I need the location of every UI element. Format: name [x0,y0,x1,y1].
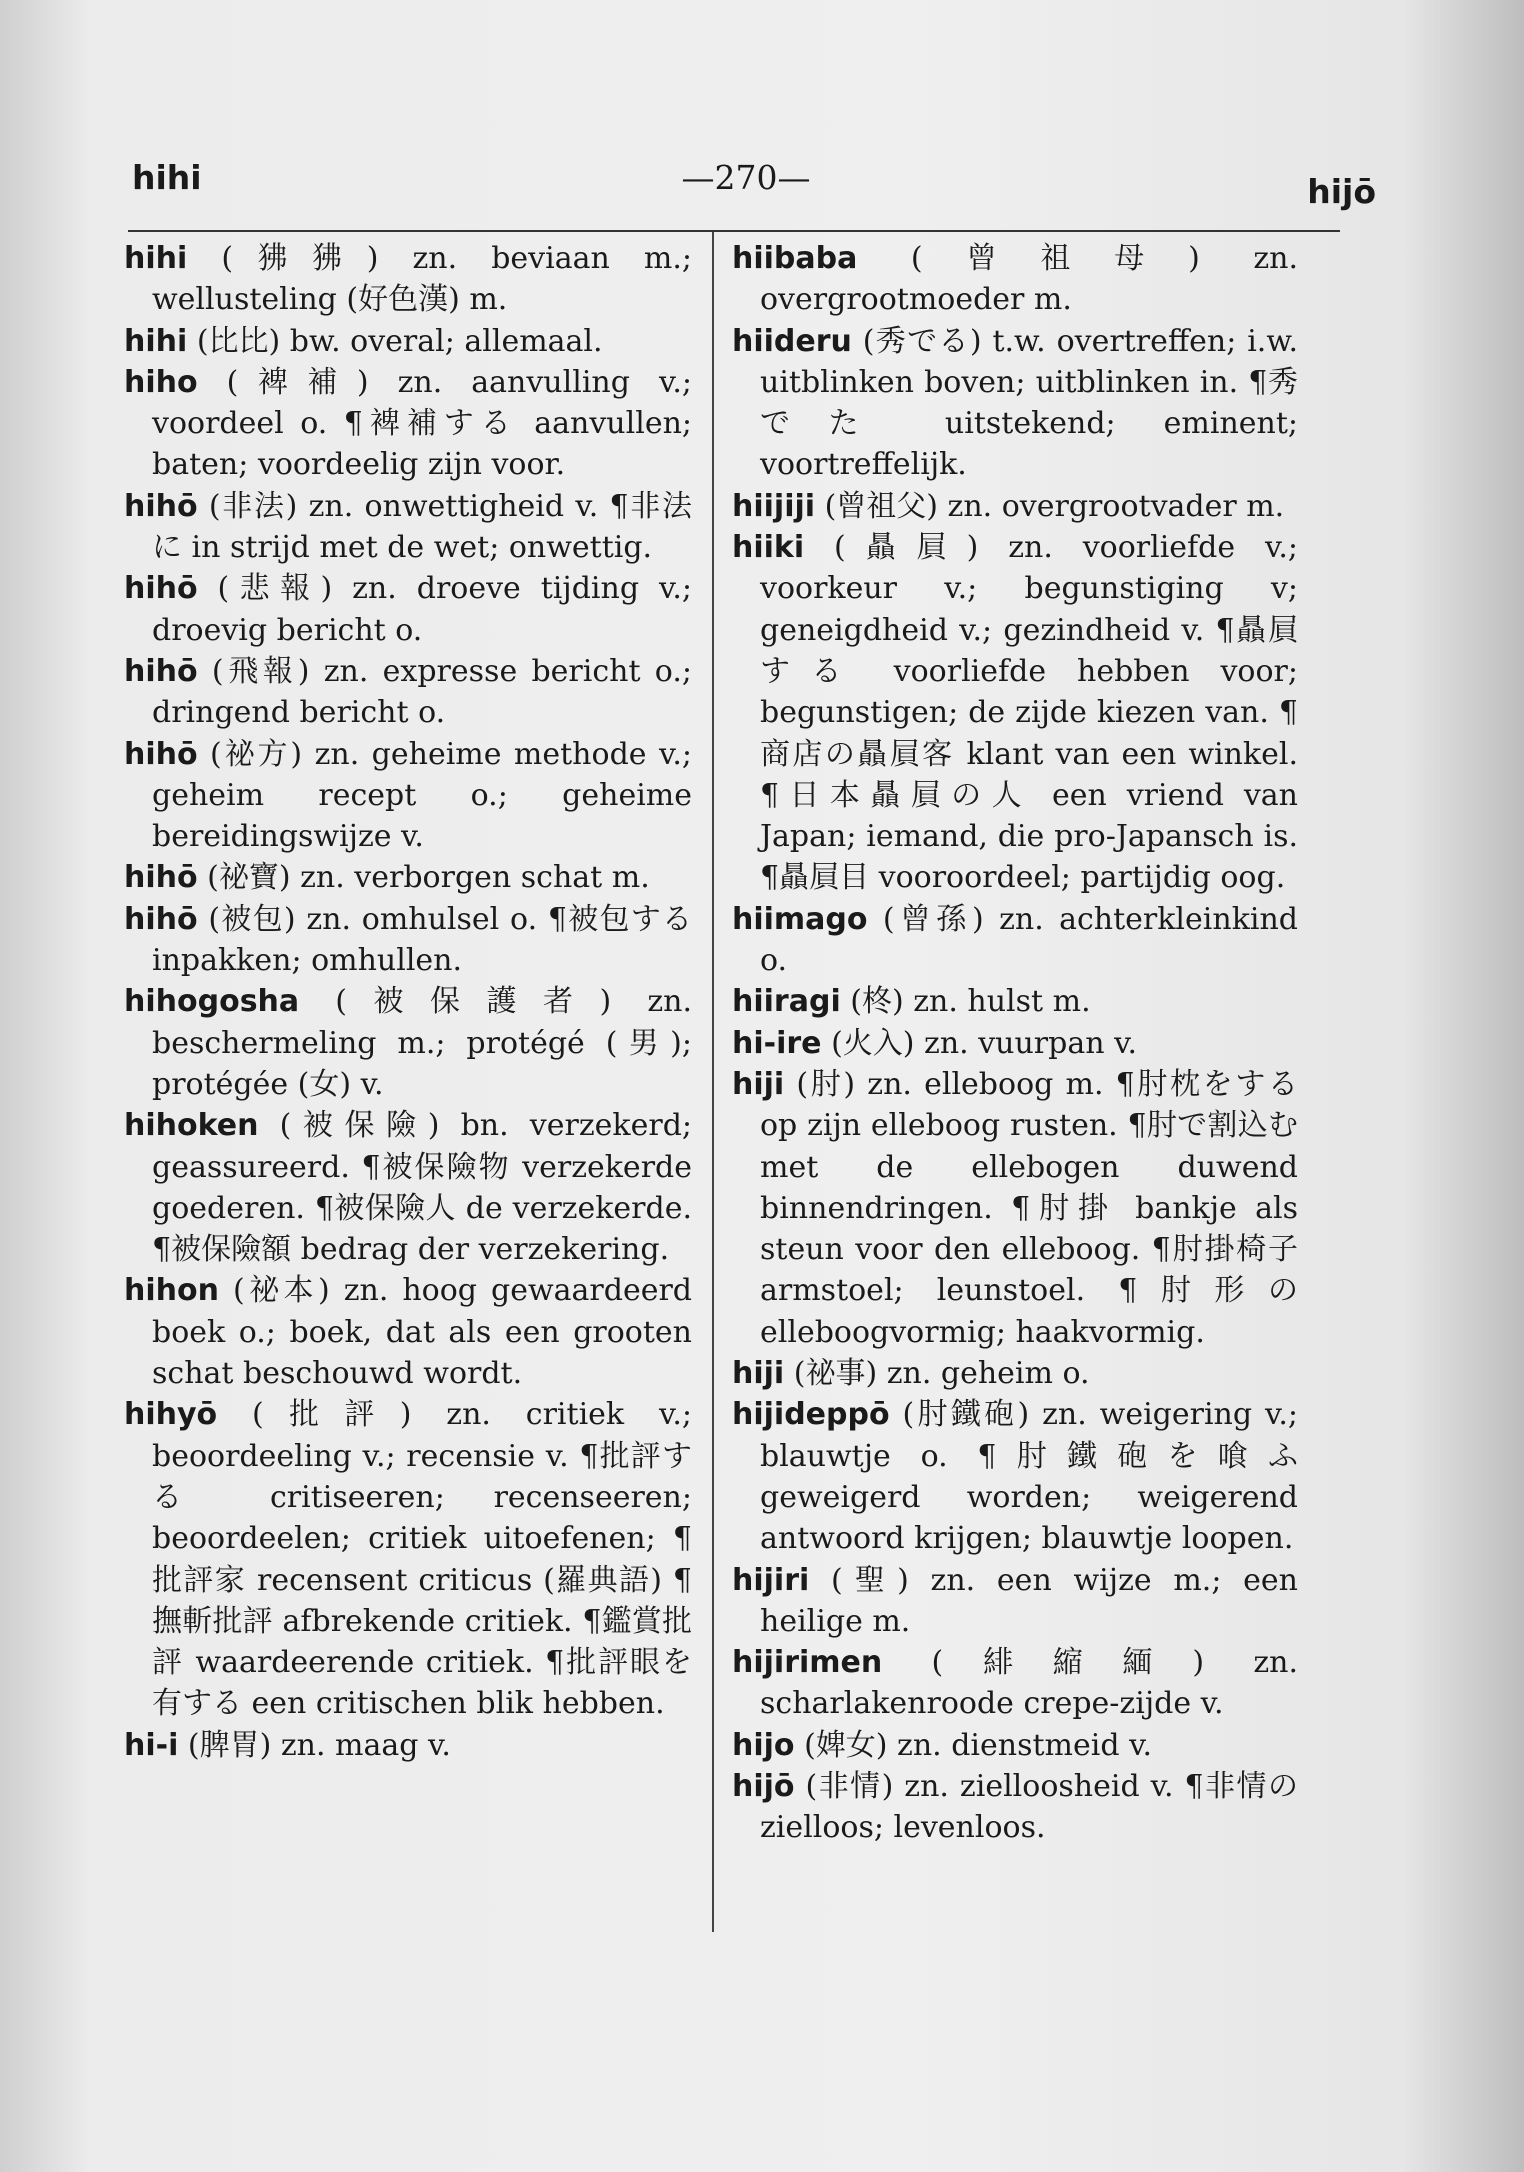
entry-body: (祕本) zn. hoog gewaardeerd boek o.; boek, dat als een grooten schat beschouwd wordt. [152,1273,692,1392]
entry-body: (悲報) zn. droeve tijding v.; droevig bericht o. [152,571,692,648]
entry-body: (婢女) zn. dienstmeid v. [794,1727,1153,1763]
right-column [732,238,1298,1849]
entry-body: (肘鐵砲) zn. weigering v.; blauwtje o. ¶肘鐵砲を喰ふ geweigerd worden; weigerend antwoord krijgen; blauwtje loopen. [760,1397,1298,1557]
headword: hiijiji [732,488,816,524]
headword: hihō [124,860,198,896]
dictionary-entry [124,1394,692,1724]
dictionary-entry [124,568,692,651]
dictionary-entry [124,651,692,734]
entry-body: (曾祖父) zn. overgrootvader m. [815,488,1285,524]
headword: hiiki [732,530,805,566]
entry-body: (批評) zn. critiek v.; beoordeeling v.; recensie v. ¶批評する critiseeren; recenseeren; beoordeelen; critiek uitoefenen; ¶批評家 recensent criticus (羅典語) ¶撫斬批評 afbrekende critiek. ¶鑑賞批評 waardeerende critiek. ¶批評眼を有する een critischen blik hebben. [152,1397,692,1722]
entry-body: (祕方) zn. geheime methode v.; geheim recept o.; geheime bereidingswijze v. [152,736,692,855]
dictionary-entry [732,1642,1298,1725]
entry-body: (狒狒) zn. beviaan m.; wellusteling (好色漢) m. [152,241,692,318]
entry-body: (祕事) zn. geheim o. [784,1356,1090,1392]
headword: hiimago [732,901,868,937]
dictionary-entry [124,857,692,898]
entry-body: (火入) zn. vuurpan v. [821,1025,1138,1061]
entry-body: (被保險) bn. verzekerd; geassureerd. ¶被保險物 verzekerde goederen. ¶被保險人 de verzekerde. ¶被保險額 bedrag der verzekering. [152,1108,692,1268]
dictionary-entry [732,527,1298,899]
entry-body: (肘) zn. elleboog m. ¶肘枕をする op zijn elleboog rusten. ¶肘で割込む met de ellebogen duwend binnendringen. ¶肘掛 bankje als steun voor den elleboog. ¶肘掛椅子 armstoel; leunstoel. ¶肘形の elleboogvormig; haakvormig. [760,1066,1298,1350]
entry-body: (緋縮緬) zn. scharlakenroode crepe-zijde v. [760,1645,1298,1722]
entry-body: (祕寶) zn. verborgen schat m. [197,860,650,896]
dictionary-entry [732,1766,1298,1849]
dictionary-entry [124,734,692,858]
header-left-guideword: hihi [132,158,202,197]
headword: hi-ire [732,1025,822,1061]
dictionary-entry [124,486,692,569]
page-header [128,150,1376,211]
entry-body: (脾胃) zn. maag v. [178,1727,451,1763]
dictionary-entry [124,1105,692,1270]
entry-body: (非法) zn. onwettigheid v. ¶非法に in strijd met de wet; onwettig. [152,488,692,566]
headword: hihō [124,736,198,772]
headword: hiideru [732,323,852,359]
dictionary-entry [732,1023,1298,1064]
page-number: —270— [681,158,811,197]
headword: hiiragi [732,984,841,1020]
entry-body: (裨補) zn. aanvulling v.; voordeel o. ¶裨補する aanvullen; baten; voordeelig zijn voor. [152,364,692,483]
headword: hijiri [732,1562,810,1598]
entry-body: (曾祖母) zn. overgrootmoeder m. [760,241,1298,318]
header-right-guideword: hijō [1307,172,1376,211]
entry-body: (聖) zn. een wijze m.; een heilige m. [760,1562,1298,1639]
headword: hiho [124,364,198,400]
left-column [124,238,692,1766]
entry-body: (被包) zn. omhulsel o. ¶被包する inpakken; omhullen. [152,901,692,979]
dictionary-entry [732,486,1298,527]
headword: hiji [732,1066,785,1102]
dictionary-entry [124,981,692,1105]
dictionary-entry [732,981,1298,1022]
headword: hihon [124,1273,219,1309]
headword: hihyō [124,1397,218,1433]
headword: hijō [732,1768,795,1804]
entry-body: (非情) zn. zielloosheid v. ¶非情の zielloos; levenloos. [760,1768,1298,1846]
headword: hijo [732,1727,795,1763]
dictionary-entry [124,321,692,362]
dictionary-entry [732,1725,1298,1766]
dictionary-entry [732,1560,1298,1643]
headword: hihi [124,241,188,276]
headword: hiji [732,1356,785,1392]
column-divider [712,232,714,1932]
headword: hiibaba [732,241,858,276]
dictionary-entry [732,1064,1298,1353]
entry-body: (比比) bw. overal; allemaal. [187,323,603,359]
dictionary-entry [124,1270,692,1394]
headword: hijirimen [732,1645,883,1681]
entry-body: (秀でる) t.w. overtreffen; i.w. uitblinken boven; uitblinken in. ¶秀でた uitstekend; eminent; voortreffelijk. [760,323,1298,483]
headword: hihō [124,571,198,607]
headword: hihoken [124,1108,259,1144]
dictionary-entry [732,321,1298,486]
headword: hihogosha [124,984,300,1020]
entry-body: (被保護者) zn. beschermeling m.; protégé (男); protégée (女) v. [152,984,692,1102]
headword: hihi [124,323,188,359]
dictionary-entry [732,1394,1298,1559]
dictionary-entry [124,362,692,486]
headword: hijideppō [732,1397,890,1433]
dictionary-entry [124,1725,692,1766]
entry-body: (飛報) zn. expresse bericht o.; dringend bericht o. [152,653,692,731]
dictionary-entry [124,899,692,982]
dictionary-entry [124,238,692,321]
entry-body: (曾孫) zn. achterkleinkind o. [760,901,1298,979]
header-rule [128,230,1340,232]
dictionary-entry [732,1353,1298,1394]
headword: hihō [124,901,198,937]
headword: hihō [124,488,198,524]
dictionary-entry [732,899,1298,982]
headword: hihō [124,653,198,689]
headword: hi-i [124,1727,179,1763]
entry-body: (贔屓) zn. voorliefde v.; voorkeur v.; begunstiging v; geneigdheid v.; gezindheid v. ¶贔屓する voorliefde hebben voor; begunstigen; de zijde kiezen van. ¶商店の贔屓客 klant van een winkel. ¶日本贔屓の人 een vriend van Japan; iemand, die pro-Japansch is. ¶贔屓目 vooroordeel; partijdig oog. [760,530,1298,896]
dictionary-entry [732,238,1298,321]
entry-body: (柊) zn. hulst m. [840,984,1091,1020]
